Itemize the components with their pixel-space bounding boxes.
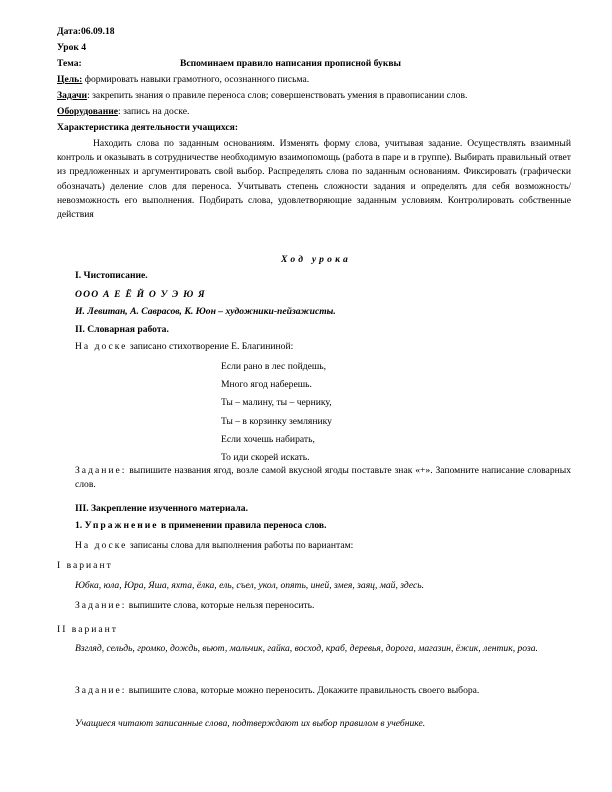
- equipment-text: : запись на доске.: [118, 106, 190, 117]
- board-rest-1: записано стихотворение Е. Благининой:: [127, 341, 294, 352]
- board-line-1: [75, 341, 293, 353]
- exercise-label: Упражнение: [84, 520, 159, 531]
- variant2-task-label: Задание:: [75, 685, 127, 696]
- board-lead-2: На доске: [75, 540, 128, 551]
- tasks-label: Задачи: [57, 90, 88, 101]
- goal-line: [57, 74, 309, 86]
- cleanwriting-letters: ООО А Е Ё Й О У Э Ю Я: [75, 289, 206, 300]
- poem-line: Ты – малину, ты – чернику,: [221, 397, 332, 409]
- board-lead-1: На доске: [75, 341, 128, 352]
- poem-line: Много ягод наберешь.: [221, 379, 312, 391]
- variant2-words: Взгляд, сельдь, громко, дождь, вьют, мальчик, гайка, восход, краб, деревья, дорога, магазин, ёжик, лентик, роза.: [75, 643, 538, 654]
- lesson-topic: Вспоминаем правило написания прописной буквы: [180, 58, 402, 69]
- section3-title: III. Закрепление изученного материала.: [75, 503, 248, 514]
- tasks-text: : закрепить знания о правиле переноса слов; совершенствовать умения в правописании слов.: [87, 90, 468, 101]
- lesson-date: Дата:06.09.18: [57, 26, 115, 37]
- goal-text: формировать навыки грамотного, осознанного письма.: [82, 74, 310, 85]
- activity-text: Находить слова по заданным основаниям. Изменять форму слова, учитывая задание. Осуществлять взаимный контроль и оказывать в сотрудничестве необходимую взаимопомощь (работа в паре и в группе). Выбирать правильный ответ из предложенных и аргументировать свой выбор. Распределять слова по заданным основаниям. Фиксировать (графически обозначать) деление слов для переноса. Учитывать степень сложности задания и определять для себя возможность/невозможность его выполнения. Подбирать слова, удовлетворяющие заданным условиям. Контролировать собственные действия: [57, 138, 571, 221]
- poem-line: Ты – в корзинку землянику: [221, 415, 332, 427]
- variant2-label: II вариант: [57, 624, 118, 635]
- section2-title: II. Словарная работа.: [75, 324, 169, 335]
- exercise-rest: в применении правила переноса слов.: [158, 520, 327, 531]
- variant1-words: Юбка, юла, Юра, Яша, яхта, ёлка, ель, съел, укол, опять, иней, змея, заяц, май, здесь.: [75, 580, 424, 591]
- board-rest-2: записаны слова для выполнения работы по вариантам:: [127, 540, 354, 551]
- poem: [221, 358, 332, 467]
- variant2-task-text: выпишите слова, которые можно переносить. Докажите правильность своего выбора.: [126, 685, 480, 696]
- lesson-heading: Ход урока: [281, 254, 351, 265]
- lesson-number: Урок 4: [57, 42, 87, 53]
- artists-line: И. Левитан, А. Саврасов, К. Юон – художники-пейзажисты.: [75, 306, 336, 317]
- tasks-line: [57, 90, 467, 102]
- closing-line: Учащиеся читают записанные слова, подтверждают их выбор правилом в учебнике.: [75, 718, 426, 729]
- section2-task-label: Задание:: [75, 465, 127, 476]
- variant1-task-label: Задание:: [75, 600, 127, 611]
- section1-title: I. Чистописание.: [75, 270, 148, 281]
- activity-label: Характеристика деятельности учащихся:: [57, 122, 239, 133]
- section2-task-text: выпишите названия ягод, возле самой вкусной ягоды поставьте знак «+». Запомните написание словарных слов.: [75, 465, 571, 491]
- exercise-number: 1.: [75, 520, 85, 531]
- variant1-label: I вариант: [57, 560, 113, 571]
- exercise-line: [75, 520, 327, 532]
- goal-label: Цель:: [57, 74, 83, 85]
- variant1-task: [75, 600, 314, 612]
- variant1-task-text: выпишите слова, которые нельзя переносить.: [126, 600, 315, 611]
- equipment-line: [57, 106, 189, 118]
- board-line-2: [75, 540, 353, 552]
- variant2-task: [75, 684, 571, 698]
- section2-task: [75, 464, 571, 492]
- equipment-label: Оборудование: [57, 106, 119, 117]
- poem-line: То иди скорей искать.: [221, 451, 310, 463]
- poem-line: Если хочешь набирать,: [221, 433, 315, 445]
- poem-line: Если рано в лес пойдешь,: [221, 361, 327, 372]
- topic-label: Тема:: [57, 58, 82, 69]
